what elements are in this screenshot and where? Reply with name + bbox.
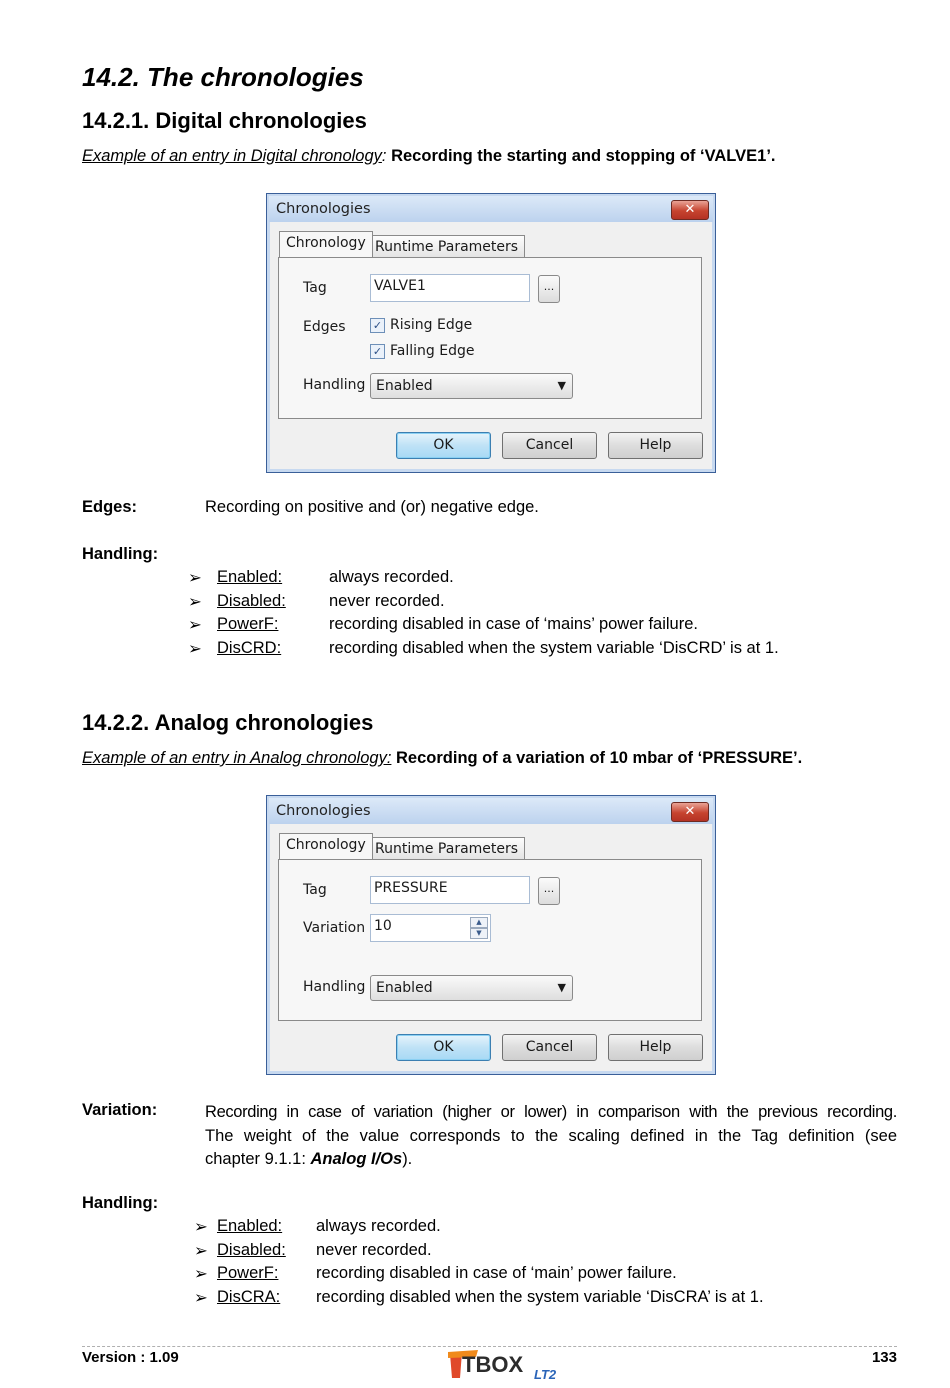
close-icon[interactable]: ✕ xyxy=(671,802,709,822)
handling-desc: always recorded. xyxy=(316,1217,441,1235)
bullet-arrow-icon: ➢ xyxy=(188,616,202,634)
digital-heading: 14.2.1. Digital chronologies xyxy=(82,108,367,133)
handling-select-value: Enabled xyxy=(376,378,433,394)
bullet-arrow-icon: ➢ xyxy=(194,1218,208,1236)
handling-term: Enabled: xyxy=(217,1217,283,1235)
logo-main-text: TBOX xyxy=(462,1352,524,1377)
handling-term: DisCRD: xyxy=(217,638,282,657)
tab-runtime-parameters[interactable]: Runtime Parameters xyxy=(368,235,525,257)
chevron-up-icon[interactable]: ▲ xyxy=(470,917,488,928)
variation-line-2: The weight of the value corresponds to the scaling defined in the Tag definition (see xyxy=(205,1126,897,1145)
analog-handling-term: Handling: xyxy=(82,1194,159,1212)
ok-button[interactable]: OK xyxy=(396,1034,491,1061)
browse-button[interactable]: ... xyxy=(538,877,560,905)
analog-handling-list xyxy=(194,1217,894,1311)
chevron-down-icon[interactable]: ▼ xyxy=(470,928,488,939)
edges-term: Edges: xyxy=(82,498,138,516)
analog-chronologies-dialog xyxy=(266,795,716,1075)
section-title: 14.2. The chronologies xyxy=(82,62,364,92)
tab-runtime-parameters[interactable]: Runtime Parameters xyxy=(368,837,525,859)
variation-value: 10 xyxy=(374,918,392,934)
digital-example-text: Recording the starting and stopping of ‘VALVE1’. xyxy=(391,147,776,165)
bullet-arrow-icon: ➢ xyxy=(194,1265,208,1283)
handling-label: Handling xyxy=(303,377,366,393)
handling-select-value: Enabled xyxy=(376,980,433,996)
tbox-logo xyxy=(448,1348,563,1382)
list-item xyxy=(188,568,888,592)
tag-label: Tag xyxy=(303,280,327,296)
dialog-title: Chronologies xyxy=(276,803,371,819)
chevron-down-icon: ▼ xyxy=(557,379,566,392)
list-item xyxy=(194,1264,894,1288)
handling-select[interactable] xyxy=(370,373,573,399)
handling-desc: never recorded. xyxy=(329,591,445,610)
list-item xyxy=(194,1241,894,1265)
list-item xyxy=(188,639,888,663)
rising-edge-checkbox[interactable]: ✓ xyxy=(370,318,385,333)
tag-label: Tag xyxy=(303,882,327,898)
handling-select[interactable] xyxy=(370,975,573,1001)
page-number: 133 xyxy=(871,1349,897,1366)
bullet-arrow-icon: ➢ xyxy=(194,1241,208,1260)
footer-version: Version : 1.09 xyxy=(82,1349,179,1366)
handling-term: Enabled: xyxy=(217,568,283,586)
variation-term: Variation: xyxy=(82,1101,158,1119)
tab-chronology[interactable]: Chronology xyxy=(279,231,373,257)
tab-chronology[interactable]: Chronology xyxy=(279,833,373,859)
handling-desc: recording disabled when the system variable ‘DisCRA’ is at 1. xyxy=(316,1287,764,1306)
browse-button[interactable]: ... xyxy=(538,275,560,303)
analog-example-text: Recording of a variation of 10 mbar of ‘PRESSURE’. xyxy=(391,749,803,767)
handling-term: Disabled: xyxy=(217,591,286,610)
logo-sub-text: LT2 xyxy=(534,1367,557,1382)
analog-example xyxy=(82,749,802,768)
digital-chronologies-dialog xyxy=(266,193,716,473)
list-item xyxy=(194,1288,894,1312)
variation-spinner[interactable] xyxy=(370,914,491,942)
digital-example-colon: : xyxy=(381,147,392,165)
cancel-button[interactable]: Cancel xyxy=(502,1034,597,1061)
tag-input[interactable]: PRESSURE xyxy=(370,876,530,904)
variation-line-1: Recording in case of variation (higher or lower) in comparison with the previous recording. xyxy=(205,1103,897,1121)
dialog-titlebar xyxy=(269,798,713,824)
digital-example-prefix: Example of an entry in Digital chronology xyxy=(82,147,382,165)
digital-handling-term: Handling: xyxy=(82,545,159,563)
cancel-button[interactable]: Cancel xyxy=(502,432,597,459)
variation-desc xyxy=(205,1101,897,1172)
footer-divider xyxy=(82,1346,897,1347)
variation-line-3 xyxy=(205,1148,897,1172)
rising-edge-label: Rising Edge xyxy=(390,317,473,333)
variation-line-3-c: ). xyxy=(402,1150,413,1168)
falling-edge-label: Falling Edge xyxy=(390,343,475,359)
dialog-titlebar xyxy=(269,196,713,222)
dialog-title: Chronologies xyxy=(276,201,371,217)
spinner-arrows xyxy=(470,917,488,939)
variation-line-3-a: chapter 9.1.1: xyxy=(205,1150,311,1168)
help-button[interactable]: Help xyxy=(608,432,703,459)
ok-button[interactable]: OK xyxy=(396,432,491,459)
bullet-arrow-icon: ➢ xyxy=(194,1288,208,1307)
bullet-arrow-icon: ➢ xyxy=(188,592,202,611)
tag-input[interactable]: VALVE1 xyxy=(370,274,530,302)
falling-edge-checkbox[interactable]: ✓ xyxy=(370,344,385,359)
handling-desc: recording disabled when the system variable ‘DisCRD’ is at 1. xyxy=(329,638,779,657)
list-item xyxy=(188,615,888,639)
bullet-arrow-icon: ➢ xyxy=(188,569,202,587)
edges-desc: Recording on positive and (or) negative edge. xyxy=(205,498,539,516)
variation-label: Variation xyxy=(303,920,366,936)
handling-label: Handling xyxy=(303,979,366,995)
edges-label: Edges xyxy=(303,319,346,335)
handling-term: Disabled: xyxy=(217,1240,286,1259)
handling-desc: always recorded. xyxy=(329,568,454,586)
handling-term: PowerF: xyxy=(217,615,279,633)
handling-desc: recording disabled in case of ‘mains’ power failure. xyxy=(329,615,698,633)
handling-term: PowerF: xyxy=(217,1264,279,1282)
chevron-down-icon: ▼ xyxy=(557,981,566,994)
analog-heading: 14.2.2. Analog chronologies xyxy=(82,710,374,735)
close-icon[interactable]: ✕ xyxy=(671,200,709,220)
analog-example-prefix: Example of an entry in Analog chronology: xyxy=(82,749,392,767)
analog-ios-reference: Analog I/Os xyxy=(310,1150,403,1168)
handling-desc: recording disabled in case of ‘main’ power failure. xyxy=(316,1264,677,1282)
bullet-arrow-icon: ➢ xyxy=(188,639,202,658)
digital-example xyxy=(82,147,776,166)
handling-term: DisCRA: xyxy=(217,1287,281,1306)
list-item xyxy=(188,592,888,616)
list-item xyxy=(194,1217,894,1241)
handling-desc: never recorded. xyxy=(316,1240,432,1259)
digital-handling-list xyxy=(188,568,888,662)
help-button[interactable]: Help xyxy=(608,1034,703,1061)
